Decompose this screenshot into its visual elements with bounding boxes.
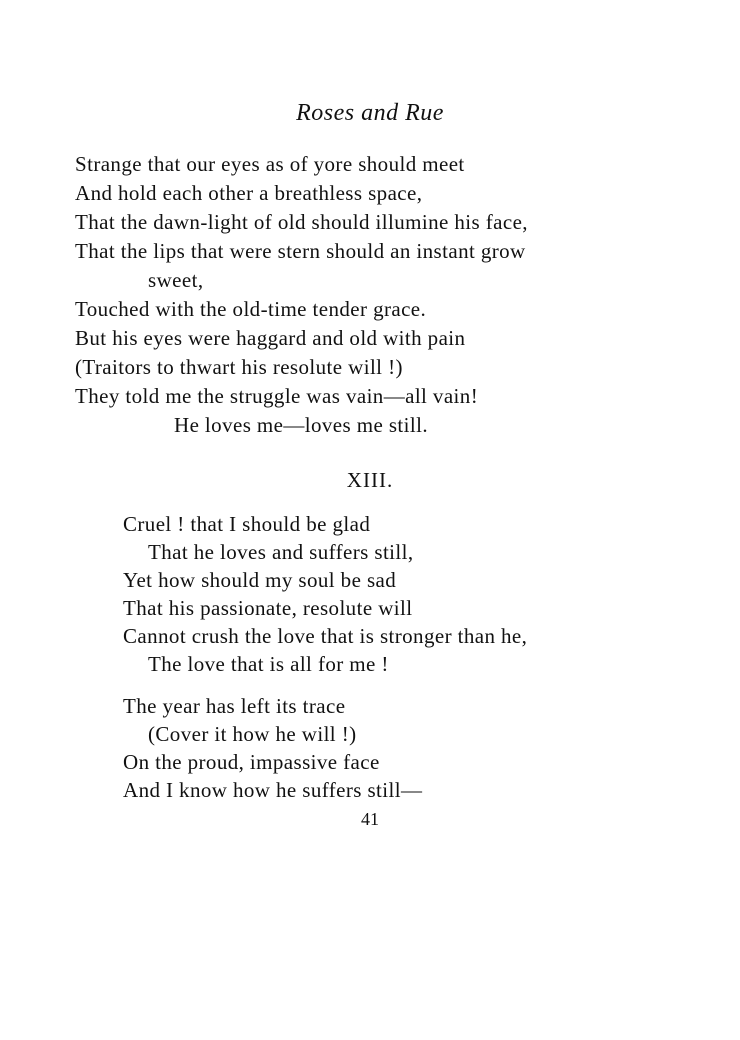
- poem-line: That the dawn-light of old should illumine his face,: [75, 210, 528, 234]
- stanza-line: That his passionate, resolute will: [123, 596, 413, 620]
- stanza-line: On the proud, impassive face: [123, 750, 380, 774]
- poem-line: But his eyes were haggard and old with pain: [75, 326, 466, 350]
- poem-line: And hold each other a breathless space,: [75, 181, 423, 205]
- poem-line: Touched with the old-time tender grace.: [75, 297, 427, 321]
- stanza-line: The year has left its trace: [123, 694, 346, 718]
- page-number: 41: [361, 809, 379, 829]
- running-title: Roses and Rue: [296, 100, 444, 126]
- poem-line: That the lips that were stern should an instant grow: [75, 239, 526, 263]
- stanza-line: Yet how should my soul be sad: [123, 568, 397, 592]
- stanza-line: The love that is all for me !: [148, 652, 389, 676]
- stanza-line: Cruel ! that I should be glad: [123, 512, 371, 536]
- stanza-line: (Cover it how he will !): [148, 722, 357, 746]
- stanza-line: That he loves and suffers still,: [148, 540, 414, 564]
- section-heading: XIII.: [346, 468, 394, 492]
- poem-line-continuation: sweet,: [148, 268, 204, 292]
- poem-line: They told me the struggle was vain—all vain!: [75, 384, 479, 408]
- stanza-line: Cannot crush the love that is stronger than he,: [123, 624, 528, 648]
- stanza-line: And I know how he suffers still—: [123, 778, 423, 802]
- poem-line: Strange that our eyes as of yore should meet: [75, 152, 465, 176]
- poem-line: (Traitors to thwart his resolute will !): [75, 355, 403, 379]
- poem-refrain-line: He loves me—loves me still.: [174, 413, 429, 437]
